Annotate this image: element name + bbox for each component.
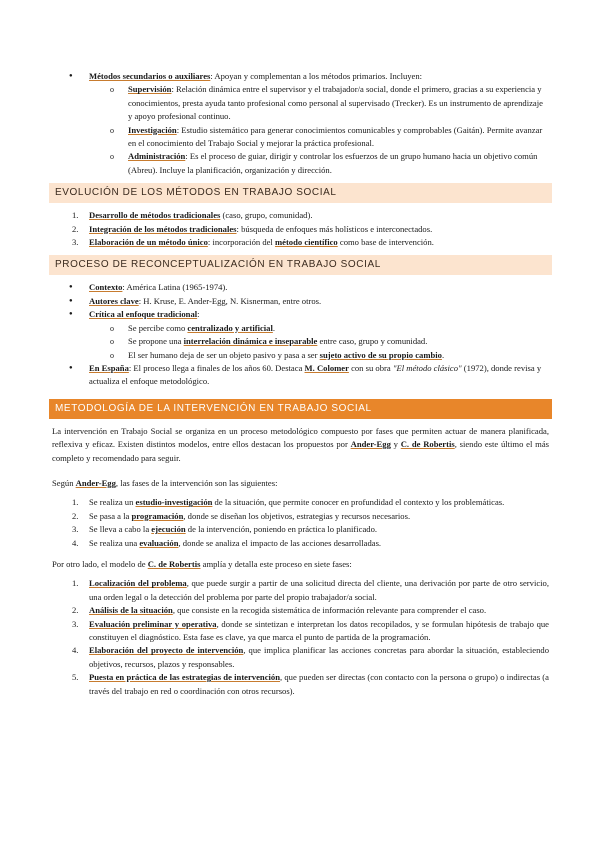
sub-list [52,322,549,362]
paragraph: Según Ander-Egg, las fases de la intervención son las siguientes: [52,477,278,488]
list-item: ● Autores clave: H. Kruse, E. Ander-Egg, N. Kisnerman, entre otros. [52,295,549,308]
sub-list-item: o Se propone una interrelación dinámica e inseparable entre caso, grupo y comunidad. [52,335,549,348]
list-item: ● En España: El proceso llega a finales de los años 60. Destaca M. Colomer con su obra "El método clásico" (1972), donde revisa y actualiza el enfoque metodológico. [52,362,549,389]
section-heading: EVOLUCIÓN DE LOS MÉTODOS EN TRABAJO SOCIAL [49,183,552,203]
list-item: 3. Evaluación preliminar y operativa, donde se sintetizan e interpretan los datos recopilados, y se formulan hipótesis de trabajo que constituyen el diagnóstico. Esta fase es clave, ya que marca el punto de partida de la programación. [72,618,550,642]
reconceptualization-list [52,281,549,388]
intro-list [52,70,549,177]
ander-egg-phases [52,496,549,550]
list-item: 2. Integración de los métodos tradicionales: búsqueda de enfoques más holísticos e interconectados. [72,223,433,234]
paragraph: Por otro lado, el modelo de C. de Robertis amplía y detalla este proceso en siete fases: [52,558,352,569]
list-item: ● Crítica al enfoque tradicional: o Se percibe como centralizado y artificial. o Se propone una interrelación dinámica e inseparable entre caso, grupo y comunidad. o El ser humano deja de ser un objeto pasivo y pasa a ser sujeto activo de su propio cambio. [52,308,549,362]
sub-list-item: o Supervisión: Relación dinámica entre el supervisor y el trabajador/a social, donde el primero, gracias a su experiencia y conocimientos, presta ayuda tanto profesional como personal al supervisado (Trecker). Es un instrumento de aprendizaje y apoyo profesional continuo. [52,83,549,123]
evolution-list [52,209,549,249]
robertis-phases [52,577,549,698]
sub-list-item: o Administración: Es el proceso de guiar, dirigir y controlar los esfuerzos de un grupo humano hacia un objetivo común (Abreu). Incluye la planificación, organización y dirección. [52,150,549,177]
bold-term: Métodos secundarios o auxiliares [89,71,211,81]
list-item: 1. Desarrollo de métodos tradicionales (caso, grupo, comunidad). [72,210,313,221]
sub-list-item: o Investigación: Estudio sistemático para generar conocimientos comunicables y comprobables (Gaitán). Permite avanzar en el conocimiento del Trabajo Social y mejorar la práctica profesional. [52,124,549,151]
list-item: 1. Se realiza un estudio-investigación de la situación, que permite conocer en profundidad el contexto y los problemáticas. [72,497,505,508]
sub-list-item: o Se percibe como centralizado y artificial. [52,322,549,335]
list-item: 4. Elaboración del proyecto de intervención, que implica planificar las acciones concretas para abordar la situación, estableciendo objetivos, recursos, plazos y responsables. [72,645,549,669]
section-heading: PROCESO DE RECONCEPTUALIZACIÓN EN TRABAJO SOCIAL [49,255,552,275]
list-item: ● Métodos secundarios o auxiliares: Apoyan y complementan a los métodos primarios. Incluyen: o Supervisión: Relación dinámica entre el supervisor y el trabajador/a social, donde el primero, gracias a su experiencia y conocimientos, presta ayuda tanto profesional como personal al supervisado (Trecker). Es un instrumento de aprendizaje y apoyo profesional continuo. o Investigación: Estudio sistemático para generar conocimientos comunicables y comprobables (Gaitán). Permite avanzar en el conocimiento del Trabajo Social y mejorar la práctica profesional. o Administración: Es el proceso de guiar, dirigir y controlar los esfuerzos de un grupo humano hacia un objetivo común (Abreu). Incluye la planificación, organización y dirección. [52,70,549,177]
list-item: 3. Se lleva a cabo la ejecución de la intervención, poniendo en práctica lo planificado. [72,524,378,535]
list-item: 4. Se realiza una evaluación, donde se analiza el impacto de las acciones desarrolladas. [72,537,382,548]
sub-list [52,83,549,177]
list-item: 1. Localización del problema, que puede surgir a partir de una solicitud directa del cliente, una derivación por parte de otro servicio, una orden legal o la detección del problema por parte del propio trabajador/a social. [72,578,549,602]
list-item: 2. Análisis de la situación, que consiste en la recogida sistemática de información relevante para comprender el caso. [72,605,487,616]
section-heading: METODOLOGÍA DE LA INTERVENCIÓN EN TRABAJO SOCIAL [49,399,552,419]
list-item: ● Contexto: América Latina (1965-1974). [52,281,549,294]
list-item: 5. Puesta en práctica de las estrategias de intervención, que pueden ser directas (con contacto con la persona o grupo) o indirectas (a través del trabajo en red o coordinación con otros recursos). [72,672,549,696]
list-item: 2. Se pasa a la programación, donde se diseñan los objetivos, estrategias y recursos necesarios. [72,510,411,521]
paragraph: La intervención en Trabajo Social se organiza en un proceso metodológico compuesto por fases que permiten actuar de manera planificada, reflexiva y eficaz. Existen distintos modelos, entre ellos destacan los propuestos por Ander-Egg y C. de Robertis, siendo este último el más completo y recomendado para seguir. [52,425,549,463]
sub-list-item: o El ser humano deja de ser un objeto pasivo y pasa a ser sujeto activo de su propio cambio. [52,349,549,362]
list-item: 3. Elaboración de un método único: incorporación del método científico como base de intervención. [72,237,434,248]
